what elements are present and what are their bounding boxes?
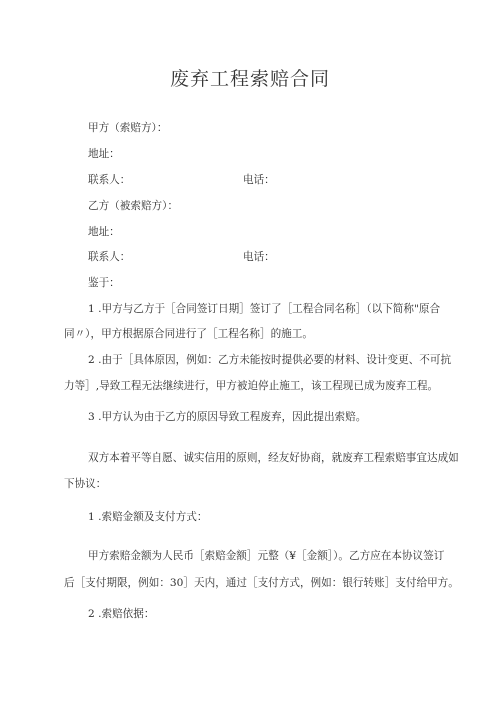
party-b-phone-label: 电话： xyxy=(243,251,275,263)
clause-3: 3 .甲方认为由于乙方的原因导致工程废弃，因此提出索赔。 xyxy=(88,411,367,423)
party-a-label: 甲方（索赔方）： xyxy=(88,122,168,134)
party-b-address-label: 地址： xyxy=(88,226,120,238)
clause-2-line-1: 2 .由于［具体原因，例如：乙方未能按时提供必要的材料、设计变更、不可抗 xyxy=(88,354,452,366)
section-1-body-line-1: 甲方索赔金额为人民币［索赔金额］元整（¥［金额］）。乙方应在本协议签订 xyxy=(88,550,445,562)
clause-1-line-2: 同〃），甲方根据原合同进行了［工程名称］的施工。 xyxy=(64,328,313,340)
agreement-line-2: 下协议： xyxy=(64,478,107,490)
clause-1-line-1: 1 .甲方与乙方于［合同签订日期］签订了［工程合同名称］（以下简称"原合 xyxy=(88,303,441,315)
whereas-label: 鉴于： xyxy=(88,277,120,289)
party-b-label: 乙方（被索赔方）： xyxy=(88,200,179,212)
agreement-line-1: 双方本着平等自愿、诚实信用的原则，经友好协商，就废弃工程索赔事宜达成如 xyxy=(88,452,459,464)
document-title: 废弃工程索赔合同 xyxy=(169,68,330,90)
clause-2-line-2: 力等］,导致工程无法继续进行，甲方被迫停止施工，该工程现已成为废弃工程。 xyxy=(64,380,439,392)
section-1-heading: 1 .索赔金额及支付方式： xyxy=(88,511,208,523)
party-a-contact-label: 联系人： xyxy=(88,174,131,186)
party-a-address-label: 地址： xyxy=(88,148,120,160)
section-2-heading: 2 .索赔依据： xyxy=(88,608,155,620)
party-a-phone-label: 电话： xyxy=(243,174,275,186)
party-b-contact-label: 联系人： xyxy=(88,251,131,263)
section-1-body-line-2: 后［支付期限，例如：30］天内，通过［支付方式，例如：银行转账］支付给甲方。 xyxy=(64,577,459,589)
